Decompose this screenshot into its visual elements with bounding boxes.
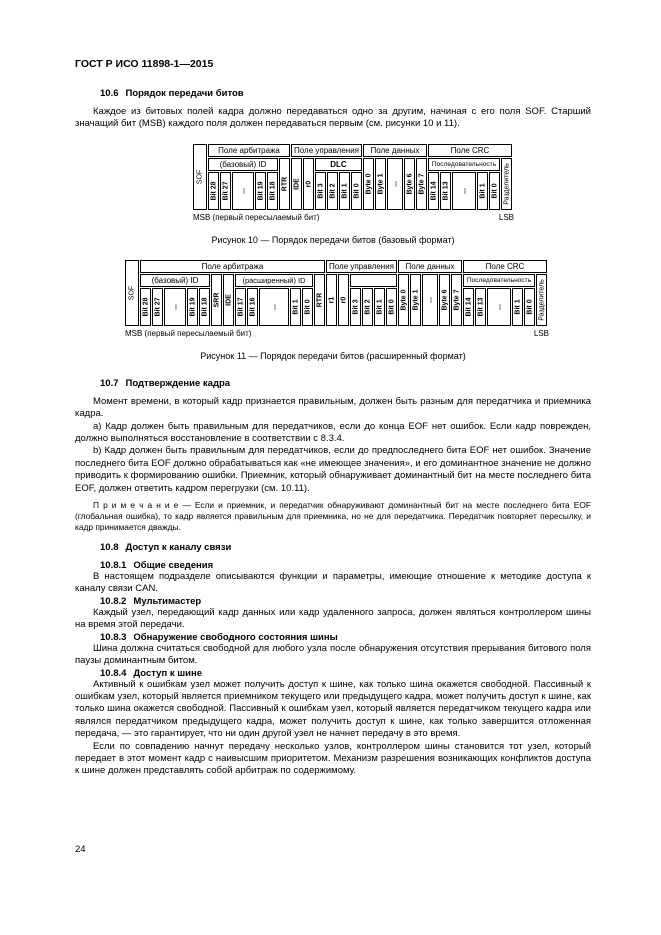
section-heading-10-6 [75, 88, 591, 99]
extended-id-group [235, 274, 313, 326]
ellipsis-cell: ... [422, 274, 438, 326]
section-heading-10-8-2 [75, 596, 591, 607]
section-number: 10.6 [100, 88, 119, 99]
srr-cell: SRR [211, 274, 222, 326]
page-number: 24 [75, 844, 86, 855]
ellipsis-cell: ... [232, 172, 254, 210]
section-title: Подтверждение кадра [125, 377, 231, 389]
section-heading-10-7 [75, 378, 591, 389]
lsb-label: LSB [533, 328, 549, 338]
bit-cell: Bit 1 [339, 172, 350, 210]
byte-cell: Byte 1 [375, 158, 386, 210]
bit-cell: Bit 18 [267, 172, 278, 210]
figure-11 [125, 260, 549, 338]
ellipsis-cell: ... [387, 158, 403, 210]
section-heading-10-8-1 [75, 560, 591, 571]
bit-cell: Bit 1 [512, 288, 523, 326]
arbitration-field [140, 260, 325, 326]
section-heading-10-8 [75, 542, 591, 553]
bit-cell: Bit 1 [374, 288, 385, 326]
bit-cell: Bit 0 [302, 288, 313, 326]
ellipsis-cell: ... [487, 288, 511, 326]
control-cells [326, 274, 397, 326]
msb-label: MSB (первый пересылаемый бит) [125, 328, 252, 338]
byte-cell: Byte 6 [404, 158, 415, 210]
bit-cell: Bit 18 [199, 288, 210, 326]
rtr-cell: RTR [314, 274, 325, 326]
bit-cell: Bit 27 [220, 172, 231, 210]
arbitration-field-header: Поле арбитража [140, 260, 325, 273]
dlc-subheader-empty [350, 274, 397, 287]
ide-cell: IDE [223, 274, 234, 326]
dlc-cells [350, 288, 397, 326]
section-number: 10.8.2 [100, 595, 127, 607]
paragraph: Активный к ошибкам узел может получить доступ к шине, как только шина окажется свободной. Пассивный к ошибкам узел, который является приемником текущего или предыдущего кадра, может получить доступ к шине, как только шина окажется свободной. Пассивный к ошибкам узел, который является передатчиком текущего кадра или являлся передатчиком предыдущего кадра, может получить доступ к шине, как только завершится отложенная передача, — это гарантирует, что ни один другой узел не начнет передачу в это время. [75, 678, 591, 740]
sequence-cells [463, 288, 535, 326]
byte-cell: Byte 1 [410, 274, 421, 326]
paragraph: В настоящем подразделе описываются функции и параметры, имеющие отношение к методике доступа к каналу связи CAN. [75, 571, 591, 595]
arbitration-cells [208, 158, 290, 210]
bit-cell: Bit 0 [524, 288, 535, 326]
extended-id-subheader: (расширенный) ID [235, 274, 313, 287]
basic-id-subheader: (базовый) ID [140, 274, 210, 287]
msb-lsb-row [125, 329, 549, 338]
bit-cell: Bit 14 [428, 172, 439, 210]
arbitration-cells [140, 274, 325, 326]
section-heading-10-8-3 [75, 632, 591, 643]
delimiter-cell: Разделитель [536, 274, 547, 326]
bit-cell: Bit 16 [247, 288, 258, 326]
ellipsis-cell: ... [259, 288, 289, 326]
bit-cell: Bit 3 [350, 288, 361, 326]
basic-id-cells [208, 172, 278, 210]
arbitration-field-header: Поле арбитража [208, 144, 290, 157]
bit-cell: Bit 27 [152, 288, 163, 326]
sequence-subheader: Последовательность [428, 158, 500, 171]
bit-cell: Bit 19 [255, 172, 266, 210]
data-field [363, 144, 427, 210]
ide-cell: IDE [291, 158, 302, 210]
paragraph: Шина должна считаться свободной для любого узла после обнаружения отсутствия прерывания битового поля паузы доминантным битом. [75, 642, 591, 667]
r0-cell: r0 [303, 158, 314, 210]
section-number: 10.7 [100, 377, 119, 389]
byte-cell: Byte 7 [416, 158, 427, 210]
section-number: 10.8.4 [100, 667, 127, 679]
dlc-subheader: DLC [315, 158, 362, 171]
data-field-header: Поле данных [398, 260, 462, 273]
dlc-group [350, 274, 397, 326]
data-cells [363, 158, 427, 210]
paragraph: Каждое из битовых полей кадра должно передаваться одно за другим, начиная с его поля SOF. Старший значащий бит (MSB) каждого поля должен передаваться первым (см. рисунки 10 и 11). [75, 106, 591, 130]
rtr-cell: RTR [279, 158, 290, 210]
section-title: Порядок передачи битов [125, 88, 244, 99]
data-field [398, 260, 462, 326]
section-title: Мультимастер [133, 595, 202, 607]
msb-lsb-row [193, 213, 514, 222]
sequence-group [463, 274, 535, 326]
delimiter-cell: Разделитель [501, 158, 512, 210]
r0-cell: r0 [338, 274, 349, 326]
crc-field-header: Поле CRC [428, 144, 512, 157]
section-number: 10.8.3 [100, 631, 127, 643]
section-title: Обнаружение свободного состояния шины [133, 631, 338, 643]
figure-11-caption: Рисунок 11 — Порядок передачи битов (расширенный формат) [200, 350, 466, 361]
dlc-cells [315, 172, 362, 210]
r1-cell: r1 [326, 274, 337, 326]
ellipsis-cell: ... [452, 172, 476, 210]
crc-field [463, 260, 547, 326]
bit-cell: Bit 13 [440, 172, 451, 210]
crc-cells [463, 274, 547, 326]
bit-cell: Bit 3 [315, 172, 326, 210]
basic-id-cells [140, 288, 210, 326]
control-field-header: Поле управления [291, 144, 362, 157]
msb-label: MSB (первый пересылаемый бит) [193, 212, 320, 222]
byte-cell: Byte 0 [398, 274, 409, 326]
section-title: Общие сведения [133, 560, 214, 572]
paragraph: Если по совпадению начнут передачу несколько узлов, контроллером шины становится тот узел, который передает в этот момент кадр с наивысшим приоритетом. Механизм разрешения возникающих конфликтов доступа к шине должен представлять собой арбитраж по содержимому. [75, 740, 591, 777]
section-heading-10-8-4 [75, 668, 591, 679]
sequence-subheader: Последовательность [463, 274, 535, 287]
control-field-header: Поле управления [326, 260, 397, 273]
section-number: 10.8 [100, 542, 119, 554]
ellipsis-cell: ... [164, 288, 186, 326]
sof-cell: SOF [193, 144, 207, 210]
bit-cell: Bit 2 [362, 288, 373, 326]
paragraph-item-a: a) Кадр должен быть правильным для передатчиков, если до конца EOF нет ошибок. Если кадр поврежден, должно выполняться восстановление в соответствии с 8.3.4. [75, 420, 591, 445]
dlc-group [315, 158, 362, 210]
figure-11-table [125, 260, 549, 326]
basic-id-group [140, 274, 210, 326]
section-title: Доступ к каналу связи [125, 542, 232, 554]
data-field-header: Поле данных [363, 144, 427, 157]
bit-cell: Bit 2 [327, 172, 338, 210]
sof-cell: SOF [125, 260, 139, 326]
arbitration-field [208, 144, 290, 210]
paragraph: Момент времени, в который кадр признается правильным, должен быть разным для передатчика и приемника кадра. [75, 395, 591, 420]
note-paragraph: П р и м е ч а н и е — Если и приемник, и передатчик обнаруживают доминантный бит на месте последнего бита EOF (глобальная ошибка), то кадр является правильным для приемника, но не для передатчика. Передатчик повторяет пересылку, и кадр принимается дважды. [75, 500, 591, 533]
control-field [291, 144, 362, 210]
sequence-group [428, 158, 500, 210]
extended-id-cells [235, 288, 313, 326]
bit-cell: Bit 13 [475, 288, 486, 326]
paragraph-item-b: b) Кадр должен быть правильным для передатчиков, если до предпоследнего бита EOF нет ошибок. Значение последнего бита EOF должно обрабатываться как «не имеющее значения», и его доминантное значение не должно приводить к формированию ошибки. Приемник, который обнаруживает доминантный бит на месте последнего бита EOF, должен ответить кадром перегрузки (см. 10.11). [75, 445, 591, 494]
bit-cell: Bit 28 [208, 172, 219, 210]
byte-cell: Byte 6 [439, 274, 450, 326]
data-cells [398, 274, 462, 326]
byte-cell: Byte 0 [363, 158, 374, 210]
bit-cell: Bit 0 [489, 172, 500, 210]
section-number: 10.8.1 [100, 560, 127, 572]
bit-cell: Bit 17 [235, 288, 246, 326]
bit-cell: Bit 1 [477, 172, 488, 210]
control-field [326, 260, 397, 326]
bit-cell: Bit 0 [386, 288, 397, 326]
crc-field [428, 144, 512, 210]
figure-10-caption: Рисунок 10 — Порядок передачи битов (базовый формат) [211, 234, 455, 245]
control-cells [291, 158, 362, 210]
sequence-cells [428, 172, 500, 210]
lsb-label: LSB [498, 212, 514, 222]
basic-id-group [208, 158, 278, 210]
basic-id-subheader: (базовый) ID [208, 158, 278, 171]
figure-10 [193, 144, 514, 222]
paragraph: Каждый узел, передающий кадр данных или кадр удаленного запроса, должен являться контроллером шины на время этой передачи. [75, 606, 591, 631]
bit-cell: Bit 28 [140, 288, 151, 326]
page-content [75, 58, 591, 778]
doc-header: ГОСТ Р ИСО 11898-1—2015 [75, 58, 214, 70]
figure-10-table [193, 144, 514, 210]
crc-cells [428, 158, 512, 210]
crc-field-header: Поле CRC [463, 260, 547, 273]
bit-cell: Bit 19 [187, 288, 198, 326]
section-title: Доступ к шине [133, 667, 202, 679]
bit-cell: Bit 1 [290, 288, 301, 326]
bit-cell: Bit 14 [463, 288, 474, 326]
byte-cell: Byte 7 [451, 274, 462, 326]
bit-cell: Bit 0 [351, 172, 362, 210]
